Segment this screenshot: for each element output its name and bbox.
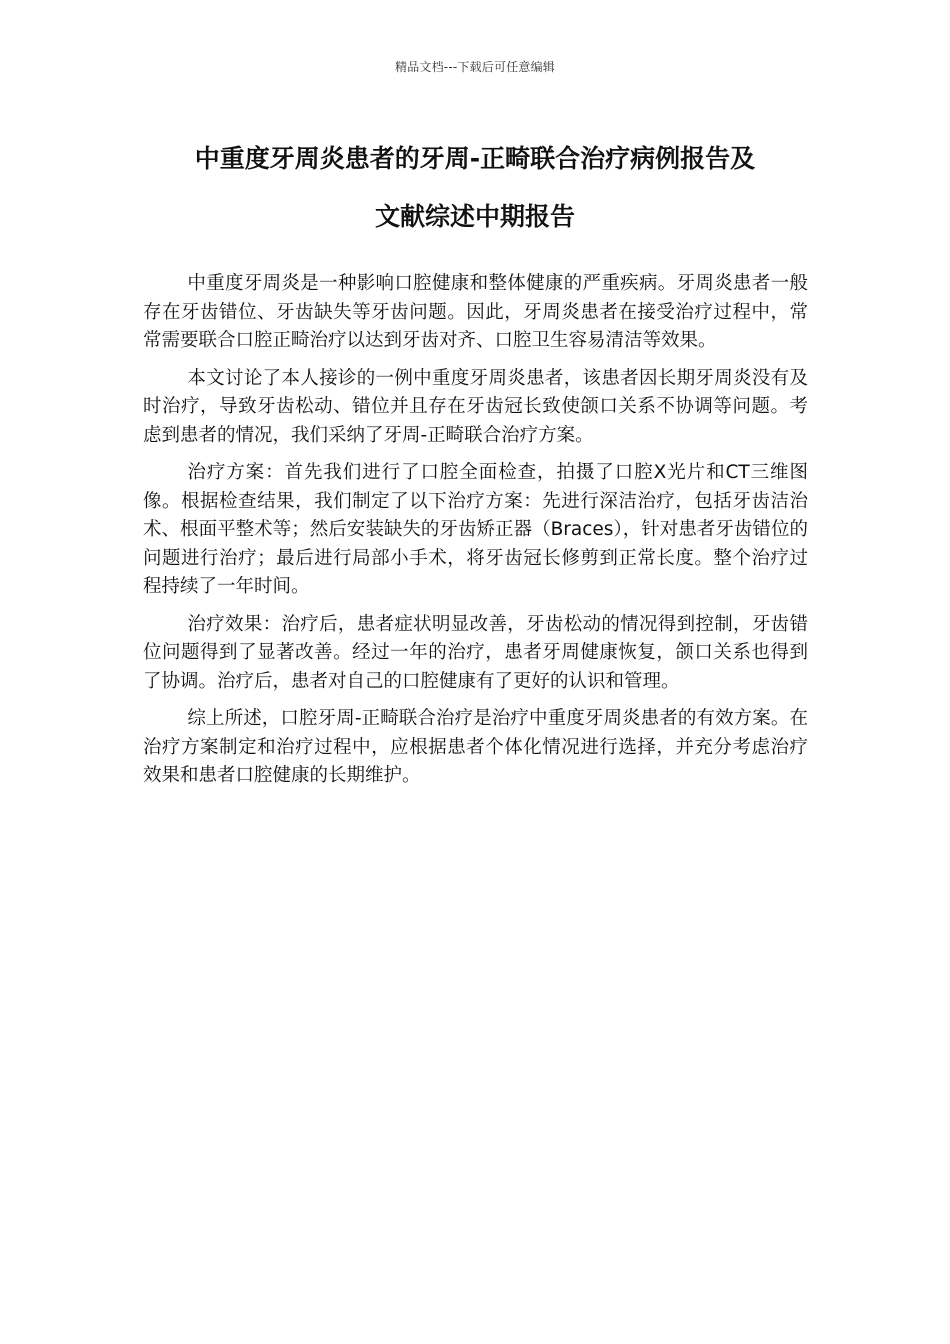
paragraph-case: 本文讨论了本人接诊的一例中重度牙周炎患者，该患者因长期牙周炎没有及时治疗，导致牙齿松动、错位并且存在牙齿冠长致使颌口关系不协调等问题。考虑到患者的情况，我们采纳了牙周-正畸联合治疗方案。 [143,367,808,446]
title-line-1: 中重度牙周炎患者的牙周-正畸联合治疗病例报告及 [194,144,756,173]
title-line-2: 文献综述中期报告 [374,202,575,231]
document-title [120,130,830,246]
paragraph-conclusion: 综上所述，口腔牙周-正畸联合治疗是治疗中重度牙周炎患者的有效方案。在治疗方案制定和治疗过程中，应根据患者个体化情况进行选择，并充分考虑治疗效果和患者口腔健康的长期维护。 [143,708,808,786]
paragraph-intro: 中重度牙周炎是一种影响口腔健康和整体健康的严重疾病。牙周炎患者一般存在牙齿错位、牙齿缺失等牙齿问题。因此，牙周炎患者在接受治疗过程中，常常需要联合口腔正畸治疗以达到牙齿对齐、口腔卫生容易清洁等效果。 [143,273,808,351]
paragraph-treatment-plan: 治疗方案：首先我们进行了口腔全面检查，拍摄了口腔X光片和CT三维图像。根据检查结果，我们制定了以下治疗方案：先进行深洁治疗，包括牙齿洁治术、根面平整术等；然后安装缺失的牙齿矫正器（Braces），针对患者牙齿错位的问题进行治疗；最后进行局部小手术，将牙齿冠长修剪到正常长度。整个治疗过程持续了一年时间。 [143,462,808,597]
header-note: 精品文档---下载后可任意编辑 [395,60,555,74]
paragraph-treatment-effect: 治疗效果：治疗后，患者症状明显改善，牙齿松动的情况得到控制，牙齿错位问题得到了显著改善。经过一年的治疗，患者牙周健康恢复，颌口关系也得到了协调。治疗后，患者对自己的口腔健康有了更好的认识和管理。 [143,613,808,692]
document-body [143,270,808,800]
